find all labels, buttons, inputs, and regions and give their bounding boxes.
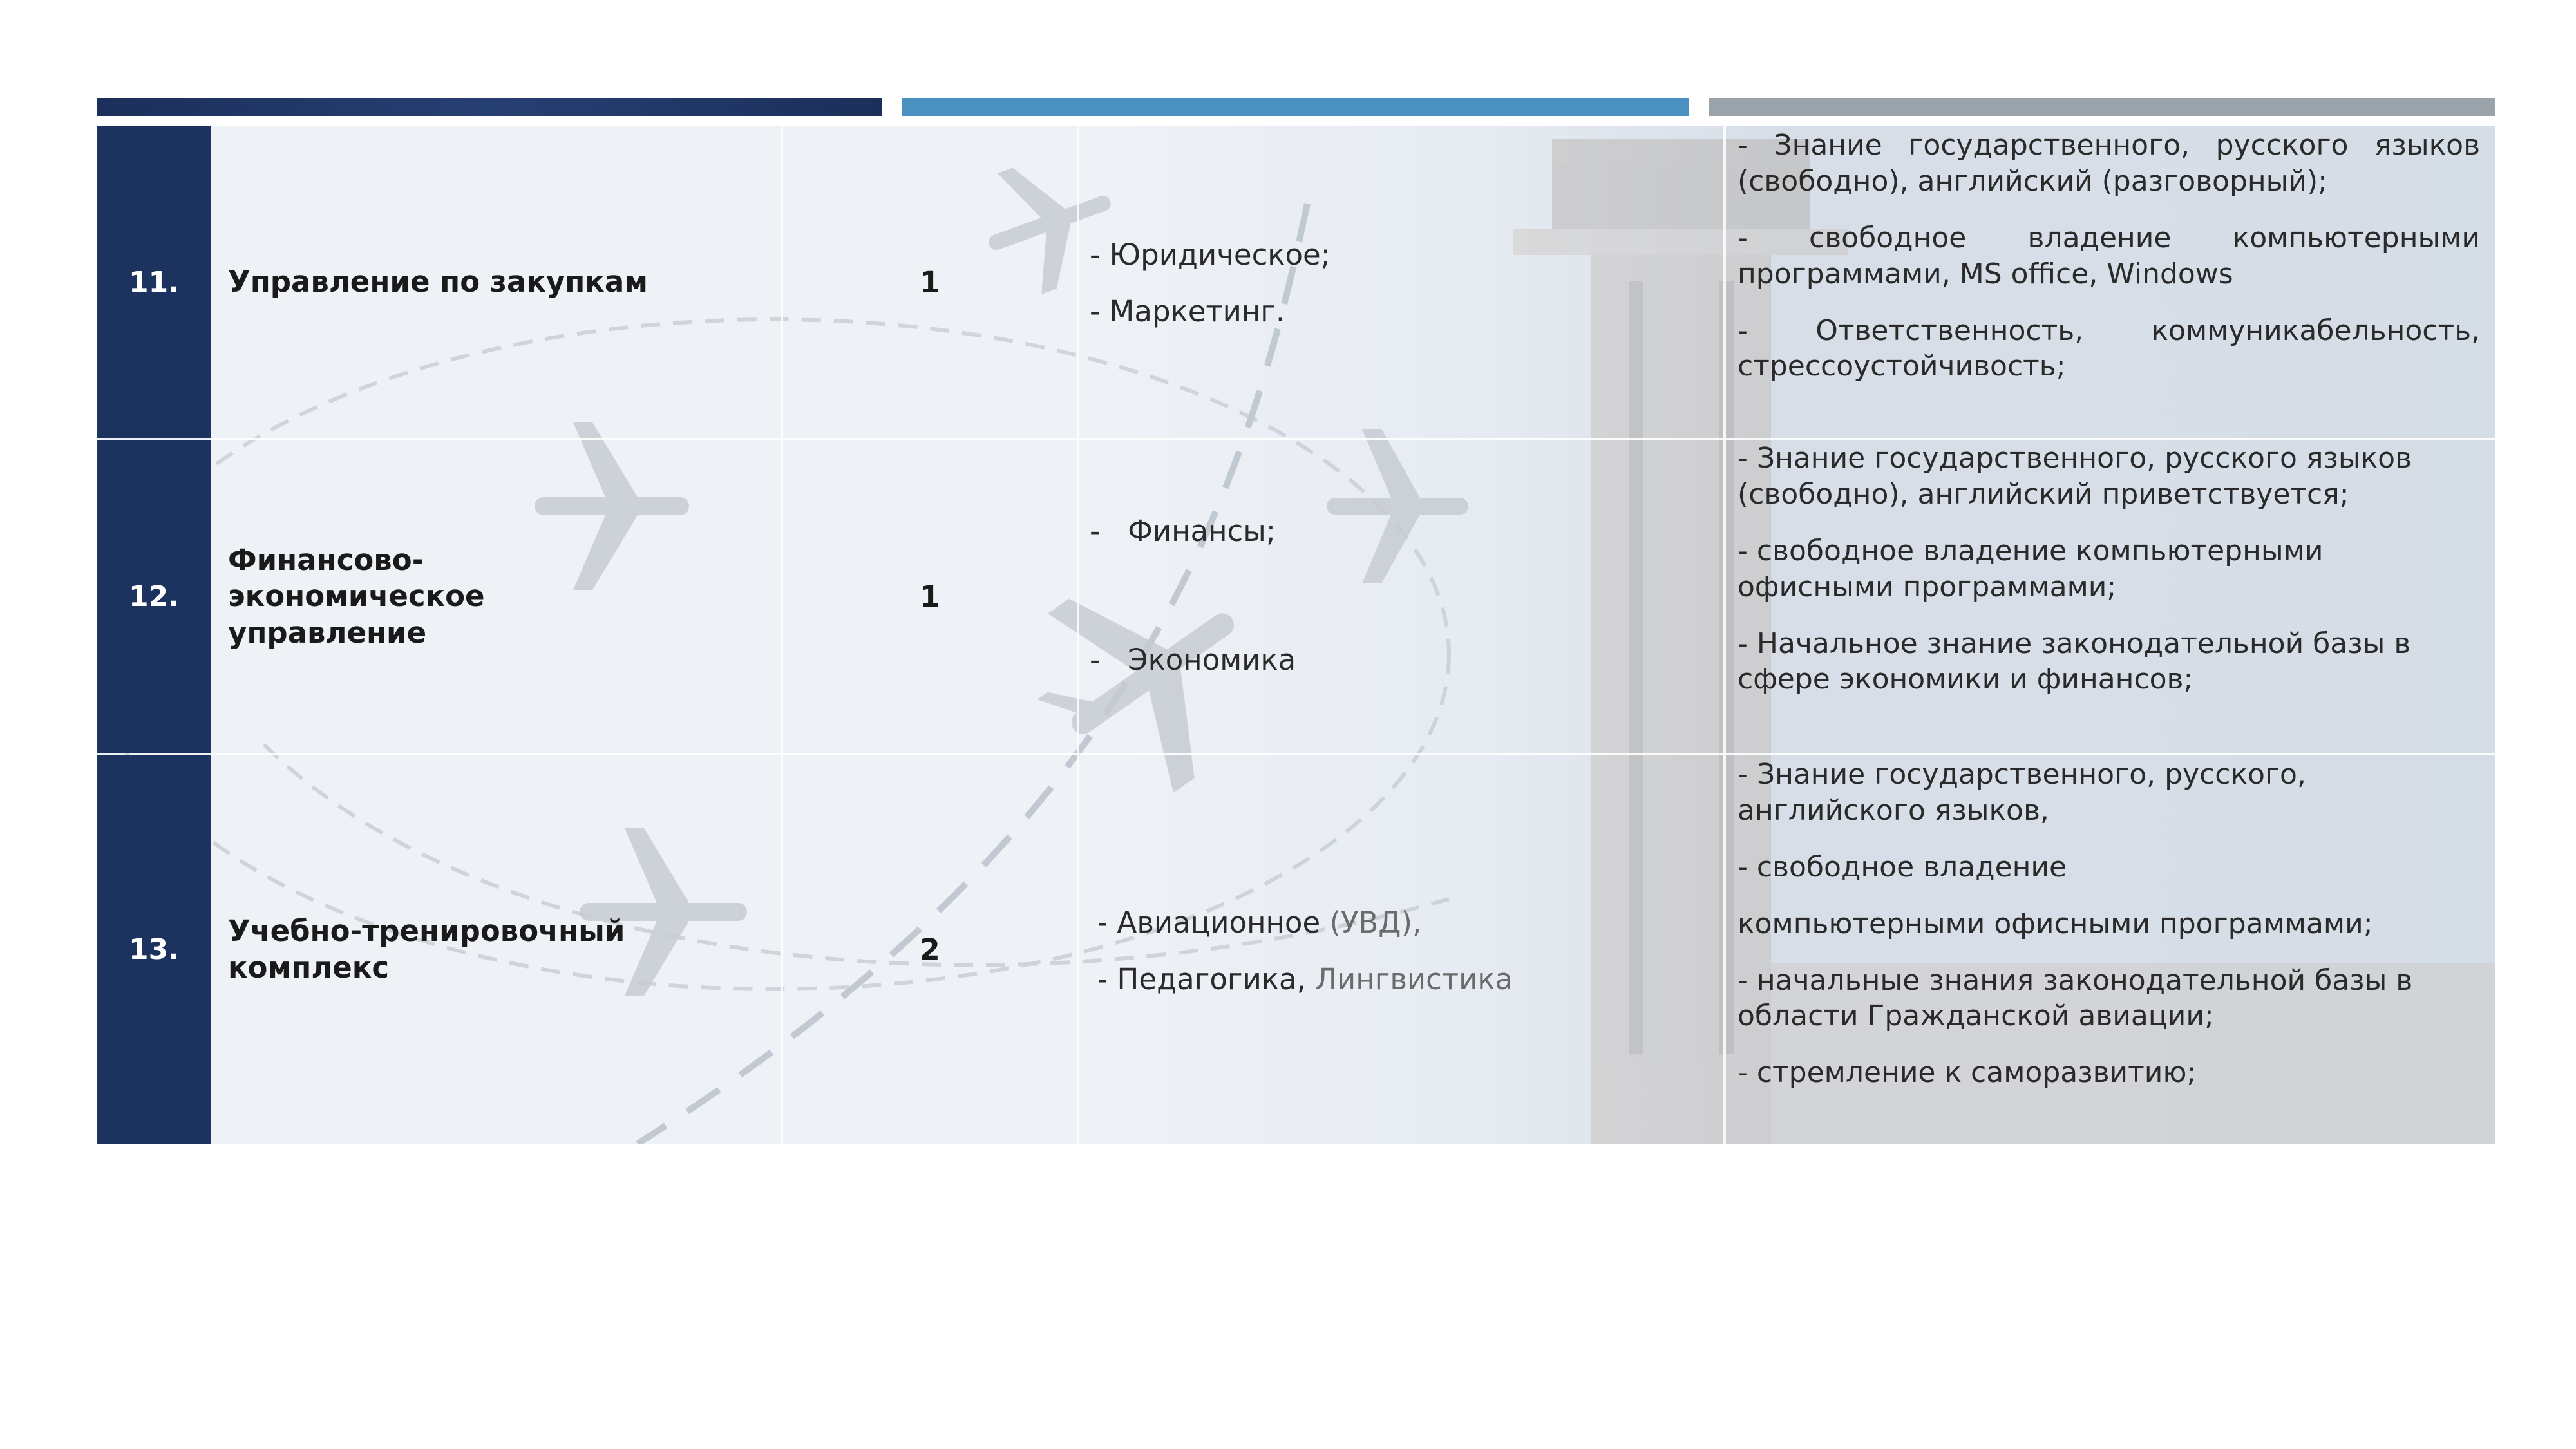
requirements-cell [1726, 755, 2496, 1144]
requirement-item: - Начальное знание законодательной базы в сфере экономики и финансов; [1738, 627, 2411, 696]
header-bar-grey [1709, 98, 2496, 116]
requirement-item: - Знание государственного, русского языков (свободно), английский приветствуется; [1738, 442, 2412, 511]
education-cell [1079, 755, 1723, 1144]
education-cell [1079, 126, 1723, 438]
vacancy-count: 1 [920, 265, 940, 299]
education-text-secondary: (УВД), [1320, 905, 1422, 940]
education-cell [1079, 440, 1723, 753]
requirement-item: - свободное владение компьютерными офисными программами; [1738, 534, 2324, 603]
requirement-item: - начальные знания законодательной базы в области Гражданской авиации; [1738, 963, 2413, 1033]
requirement-item: - свободное владение [1738, 850, 2067, 884]
requirement-item: компьютерными офисными программами; [1738, 907, 2373, 940]
requirement-item: - Знание государственного, русского языков (свободно), английский (разговорный); [1738, 129, 2480, 198]
department-label: Учебно-тренировочный комплекс [228, 914, 625, 985]
table-row [97, 126, 2496, 438]
education-item [1097, 905, 1723, 941]
education-text-secondary: Лингвистика [1305, 962, 1513, 997]
row-number: 12. [97, 440, 211, 753]
header-bar-dark [97, 98, 882, 116]
education-item [1097, 961, 1723, 998]
department-name [214, 755, 781, 1144]
requirement-item: - Знание государственного, русского, английского языков, [1738, 758, 2306, 827]
department-name [214, 440, 781, 753]
requirements-cell [1726, 440, 2496, 753]
table-row [97, 755, 2496, 1144]
education-text: - Авиационное [1097, 905, 1321, 940]
department-name [214, 126, 781, 438]
header-bar-blue [902, 98, 1689, 116]
education-text: - Педагогика, [1097, 962, 1306, 997]
row-number: 11. [97, 126, 211, 438]
table-row [97, 440, 2496, 753]
requirement-item: - стремление к саморазвитию; [1738, 1056, 2197, 1090]
education-item: - Экономика [1090, 643, 1296, 677]
department-label: Финансово-экономическое управление [228, 543, 485, 650]
vacancy-count: 1 [920, 580, 940, 614]
vacancy-count: 2 [920, 933, 940, 967]
requirement-item: - Ответственность, коммуникабельность, стрессоустойчивость; [1738, 314, 2480, 383]
department-label: Управление по закупкам [228, 264, 648, 299]
education-item: - Финансы; [1090, 513, 1276, 548]
requirements-cell [1726, 126, 2496, 438]
education-item: - Юридическое; [1090, 238, 1331, 272]
vacancy-table [97, 126, 2496, 1144]
education-item: - Маркетинг. [1090, 294, 1285, 329]
row-number: 13. [97, 755, 211, 1144]
requirement-item: - свободное владение компьютерными программами, MS office, Windows [1738, 221, 2480, 290]
